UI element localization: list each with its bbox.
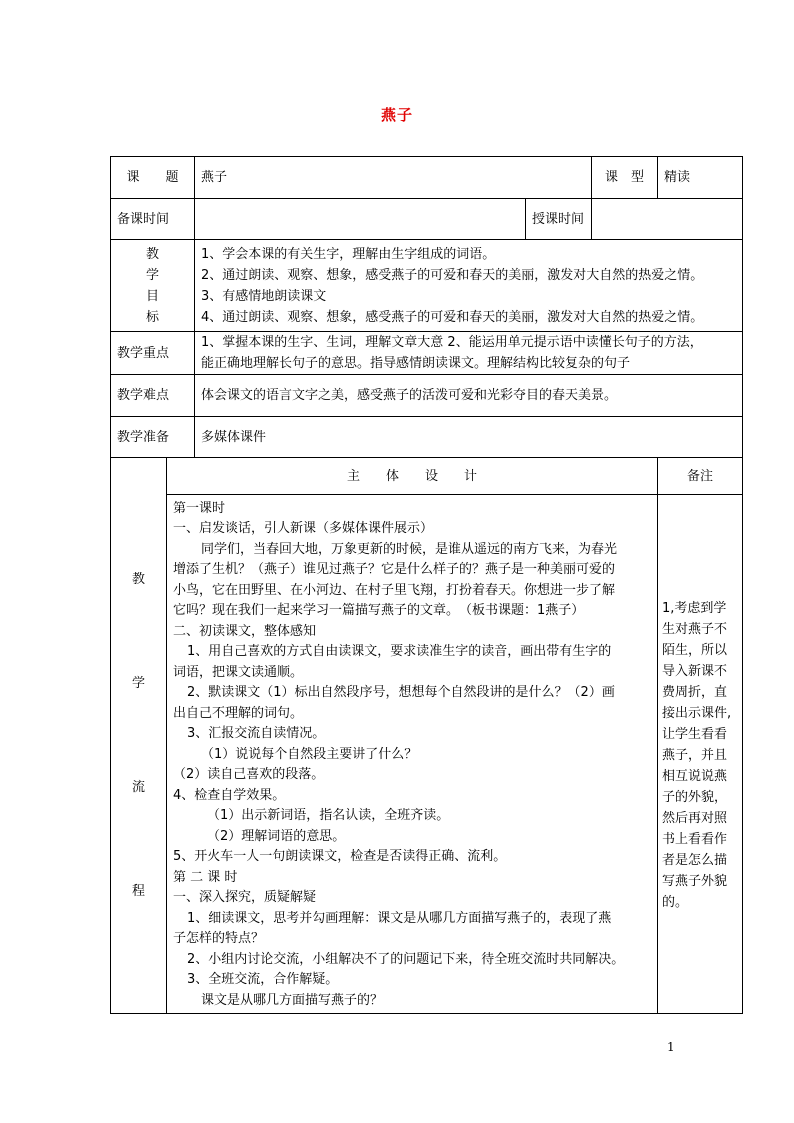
goals-label-char: 目: [146, 288, 160, 304]
preparation-row: [111, 417, 743, 458]
lesson-plan-table: [110, 156, 743, 1014]
goals-label-char: 教: [146, 246, 160, 262]
design-line: 同学们，当春回大地，万象更新的时候，是谁从遥远的南方飞来，为春光: [201, 541, 618, 557]
design-line: 课文是从哪几方面描写燕子的？: [201, 992, 384, 1008]
design-line: 一、启发谈话，引人新课（多媒体课件展示）: [173, 521, 434, 537]
design-line: （1）出示新词语，指名认读，全班齐读。: [207, 808, 450, 824]
design-line: 出自己不理解的词句。: [173, 705, 304, 721]
goals-label: [111, 240, 195, 332]
note-line: 子的外貌，: [662, 789, 728, 805]
time-row: [111, 199, 743, 240]
difficulties-label: 教学难点: [111, 375, 195, 417]
page-number: 1: [667, 1040, 675, 1054]
difficulties-row: [111, 375, 743, 417]
key-points-label: 教学重点: [111, 332, 195, 375]
note-line: 者是怎么描: [662, 852, 728, 868]
notes-content: [658, 495, 743, 1014]
design-line: 一、深入探究，质疑解疑: [173, 890, 317, 906]
key-points-line: 1、掌握本课的生字、生词，理解文章大意 2、能运用单元提示语中读懂长句子的方法，: [201, 335, 703, 350]
design-line: （2）理解词语的意思。: [207, 828, 346, 844]
teach-time-value: [592, 199, 743, 240]
design-line: 小鸟，它在田野里、在小河边、在村子里飞翔，打扮着春天。你想进一步了解: [173, 582, 616, 598]
note-line: 生对燕子不: [662, 621, 728, 637]
design-line: 5、开火车一人一句朗读课文，检查是否读得正确、流利。: [173, 849, 507, 865]
note-line: 导入新课不: [662, 663, 728, 679]
design-line: 1、用自己喜欢的方式自由读课文，要求读准生字的读音，画出带有生字的: [187, 644, 612, 660]
goal-item: 3、有感情地朗读课文: [201, 288, 327, 304]
notes-header: 备注: [658, 458, 743, 495]
design-line: 3、全班交流，合作解疑。: [187, 972, 339, 988]
design-line: 2、小组内讨论交流，小组解决不了的问题记下来，待全班交流时共同解决。: [187, 951, 625, 967]
document-title: 燕子: [380, 106, 413, 124]
note-line: 的。: [662, 894, 689, 910]
lesson-row: [111, 157, 743, 199]
preparation-label: 教学准备: [111, 417, 195, 458]
design-line: 第一课时: [173, 500, 226, 516]
design-line: 子怎样的特点？: [173, 931, 265, 947]
design-line: （1）说说每个自然段主要讲了什么？: [201, 746, 418, 762]
design-line: 它吗？现在我们一起来学习一篇描写燕子的文章。 （板书课题：1燕子）: [173, 603, 585, 619]
note-line: 陌生，所以: [662, 642, 728, 658]
design-line: 二、初读课文，整体感知: [173, 623, 317, 639]
prep-time-label: 备课时间: [111, 199, 195, 240]
note-line: 燕子，并且: [662, 747, 728, 763]
key-points-line: 能正确地理解长句子的意思。指导感情朗读课文。理解结构比较复杂的句子: [201, 356, 631, 371]
note-line: 然后再对照: [662, 810, 728, 826]
design-line: 增添了生机？（燕子）谁见过燕子？它是什么样子的？燕子是一种美丽可爱的: [173, 562, 616, 578]
goal-item: 1、学会本课的有关生字，理解由生字组成的词语。: [201, 246, 496, 262]
key-points-row: [111, 332, 743, 375]
flow-body-row: [111, 495, 743, 1014]
note-line: 相互说说燕: [662, 768, 728, 784]
difficulties-content: 体会课文的语言文字之美，感受燕子的活泼可爱和光彩夺目的春天美景。: [195, 375, 743, 417]
design-line: （2）读自己喜欢的段落。: [173, 767, 325, 783]
goals-content: [195, 240, 743, 332]
main-design-content: [167, 495, 658, 1014]
preparation-content: 多媒体课件: [195, 417, 743, 458]
flow-label-char: 教: [131, 571, 145, 587]
note-line: 写燕子外貌: [662, 873, 728, 889]
flow-label-char: 程: [131, 883, 145, 899]
goal-item: 2、通过朗读、观察、想象，感受燕子的可爱和春天的美丽，激发对大自然的热爱之情。: [201, 267, 704, 283]
goals-label-char: 学: [146, 267, 160, 283]
lesson-value: 燕子: [195, 157, 592, 199]
note-line: 让学生看看: [662, 726, 728, 742]
flow-header-row: [111, 458, 743, 495]
goals-row: [111, 240, 743, 332]
goal-item: 4、通过朗读、观察、想象，感受燕子的可爱和春天的美丽，激发对大自然的热爱之情。: [201, 309, 704, 325]
flow-label-char: 学: [131, 675, 145, 691]
key-points-content: [195, 332, 743, 375]
design-line: 第 二 课 时: [173, 869, 238, 885]
type-value: 精读: [658, 157, 743, 199]
design-line: 4、检查自学效果。: [173, 787, 286, 803]
prep-time-value: [195, 199, 526, 240]
flow-label-char: 流: [131, 779, 145, 795]
design-line: 1、细读课文，思考并勾画理解：课文是从哪几方面描写燕子的，表现了燕: [187, 910, 612, 926]
design-line: 词语，把课文读通顺。: [173, 664, 304, 680]
type-label: 课 型: [592, 157, 658, 199]
teach-time-label: 授课时间: [526, 199, 592, 240]
goals-label-char: 标: [146, 309, 160, 325]
note-line: 书上看看作: [662, 831, 728, 847]
flow-label: [111, 458, 167, 1014]
main-design-header: 主 体 设 计: [167, 458, 658, 495]
design-line: 3、汇报交流自读情况。: [187, 726, 326, 742]
design-line: 2、默读课文（1）标出自然段序号，想想每个自然段讲的是什么？（2）画: [187, 685, 615, 701]
note-line: 费周折，直: [662, 684, 728, 700]
lesson-label: 课 题: [111, 157, 195, 199]
note-line: 接出示课件,: [662, 705, 732, 721]
note-line: 1,考虑到学: [662, 600, 727, 616]
